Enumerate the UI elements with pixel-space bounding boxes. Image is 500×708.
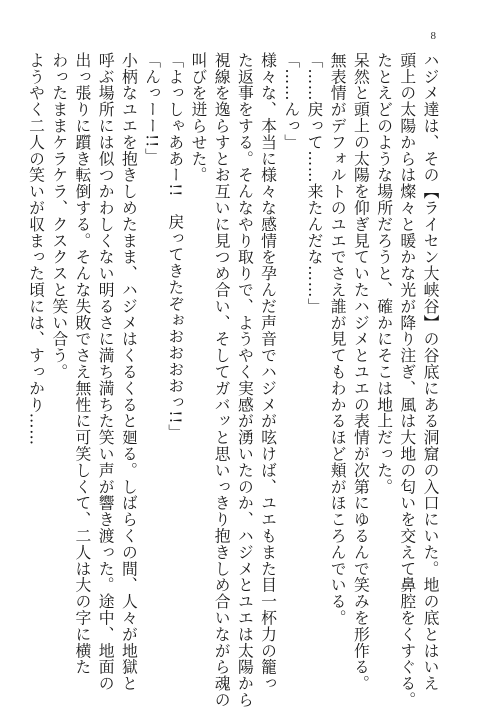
text-line: た返事をする。そんなやり取りで、ようやく実感が湧いたのか、ハジメとユエは太陽から — [235, 52, 255, 708]
text-line: 無表情がデフォルトのユエでさえ誰が見てもわかるほど頬がほころんでいる。 — [328, 52, 348, 626]
text-line: 小柄なユエを抱きしめたまま、ハジメはくるくると廻る。しばらくの間、人々が地獄と — [119, 52, 139, 692]
text-line: 出っ張りに躓き転倒する。そんな失敗でさえ無性に可笑しくて、二人は大の字に横た — [72, 52, 92, 676]
text-line: 呆然と頭上の太陽を仰ぎ見ていたハジメとユエの表情が次第にゆるんで笑みを形作る。 — [351, 52, 371, 692]
text-line: わったままケラケラ、クスクスと笑い合う。 — [49, 52, 69, 380]
text-line: 叫びを迸らせた。 — [188, 52, 208, 184]
dialogue-line: 「んっーー!!」 — [142, 52, 162, 165]
dialogue-line: 「……んっ」 — [281, 52, 301, 151]
text-line: 呼ぶ場所には似つかわしくない明るさに満ち満ちた笑い声が響き渡った。途中、地面の — [96, 52, 116, 692]
text-line: 視線を逸らすとお互いに見つめ合い、そしてガバッと思いっきり抱きしめ合いながら魂の — [212, 52, 232, 708]
text-line: たとえどのような場所だろうと、確かにそこは地上だった。 — [374, 52, 394, 495]
dialogue-line: 「……戻って……来たんだな……」 — [304, 52, 324, 315]
text-line: 頭上の太陽からは燦々と暖かな光が降り注ぎ、風は大地の匂いを交えて鼻腔をくすぐる。 — [397, 52, 417, 708]
text-line: 様々な、本当に様々な感情を孕んだ声音でハジメが呟けば、ユエもまた目一杯力の籠っ — [258, 52, 278, 692]
dialogue-line: 「よっしゃああー!! 戻ってきたぞぉおおおおっ!!」 — [165, 52, 185, 441]
text-line: ハジメ達は、その【ライセン大峡谷】の谷底にある洞窟の入口にいた。地の底とはいえ — [421, 52, 440, 692]
text-line: ようやく二人の笑いが収まった頃には、すっかり…… — [26, 52, 46, 446]
body-text — [24, 52, 442, 708]
page-number: 8 — [430, 30, 436, 42]
